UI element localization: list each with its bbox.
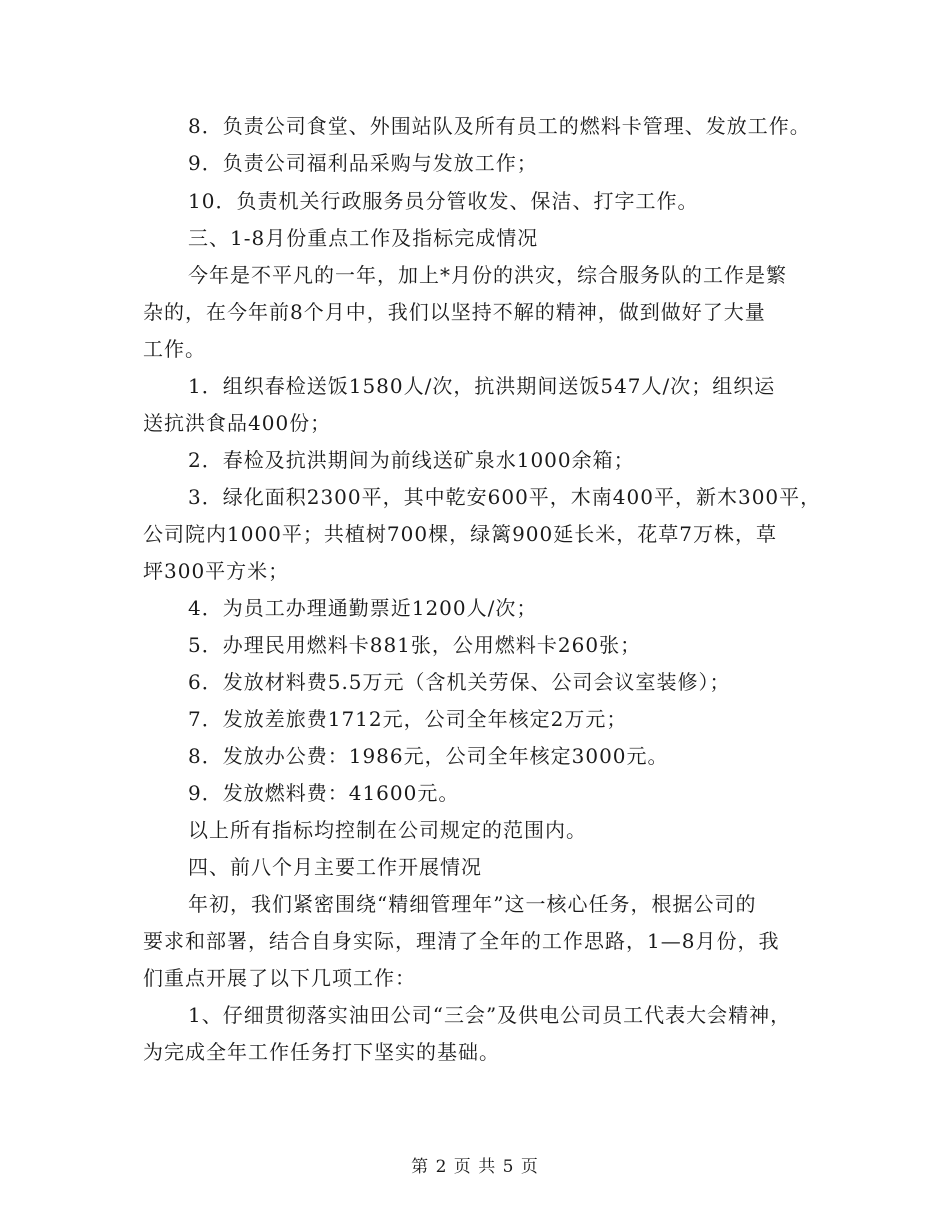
text-line: 3．绿化面积2300平，其中乾安600平，木南400平，新木300平，	[188, 485, 822, 509]
text-line: 为完成全年工作任务打下坚实的基础。	[143, 1040, 500, 1064]
page-number: 第 2 页 共 5 页	[411, 1157, 539, 1177]
text-line: 6．发放材料费5.5万元（含机关劳保、公司会议室装修）；	[188, 670, 731, 694]
text-line: 今年是不平凡的一年，加上*月份的洪灾，综合服务队的工作是繁	[188, 263, 787, 287]
text-line: 们重点开展了以下几项工作：	[143, 966, 416, 990]
text-line: 杂的，在今年前8个月中，我们以坚持不解的精神，做到做好了大量	[143, 300, 766, 324]
text-line: 要求和部署，结合自身实际，理清了全年的工作思路，1—8月份，我	[143, 929, 780, 953]
text-line: 年初，我们紧密围绕“精细管理年”这一核心任务，根据公司的	[188, 892, 757, 916]
text-line: 8．发放办公费：1986元，公司全年核定3000元。	[188, 744, 669, 768]
text-line: 2．春检及抗洪期间为前线送矿泉水1000余箱；	[188, 448, 635, 472]
text-line: 以上所有指标均控制在公司规定的范围内。	[188, 818, 587, 842]
text-line: 坪300平方米；	[143, 559, 290, 583]
text-line: 4．为员工办理通勤票近1200人/次；	[188, 596, 538, 620]
text-line: 9．发放燃料费：41600元。	[188, 781, 460, 805]
text-line: 公司院内1000平；共植树700棵，绿篱900延长米，花草7万株，草	[143, 522, 777, 546]
text-line: 1．组织春检送饭1580人/次，抗洪期间送饭547人/次；组织运	[188, 374, 776, 398]
text-line: 1、仔细贯彻落实油田公司“三会”及供电公司员工代表大会精神，	[188, 1003, 792, 1027]
text-line: 5．办理民用燃料卡881张，公用燃料卡260张；	[188, 633, 642, 657]
text-line: 7．发放差旅费1712元，公司全年核定2万元；	[188, 707, 628, 731]
text-line: 9．负责公司福利品采购与发放工作；	[188, 151, 538, 175]
section-heading: 四、前八个月主要工作开展情况	[188, 855, 482, 879]
text-line: 8．负责公司食堂、外围站队及所有员工的燃料卡管理、发放工作。	[188, 114, 811, 138]
text-line: 工作。	[143, 337, 206, 361]
text-line: 送抗洪食品400份；	[143, 411, 332, 435]
text-line: 10．负责机关行政服务员分管收发、保洁、打字工作。	[188, 189, 699, 213]
section-heading: 三、1-8月份重点工作及指标完成情况	[188, 226, 539, 250]
